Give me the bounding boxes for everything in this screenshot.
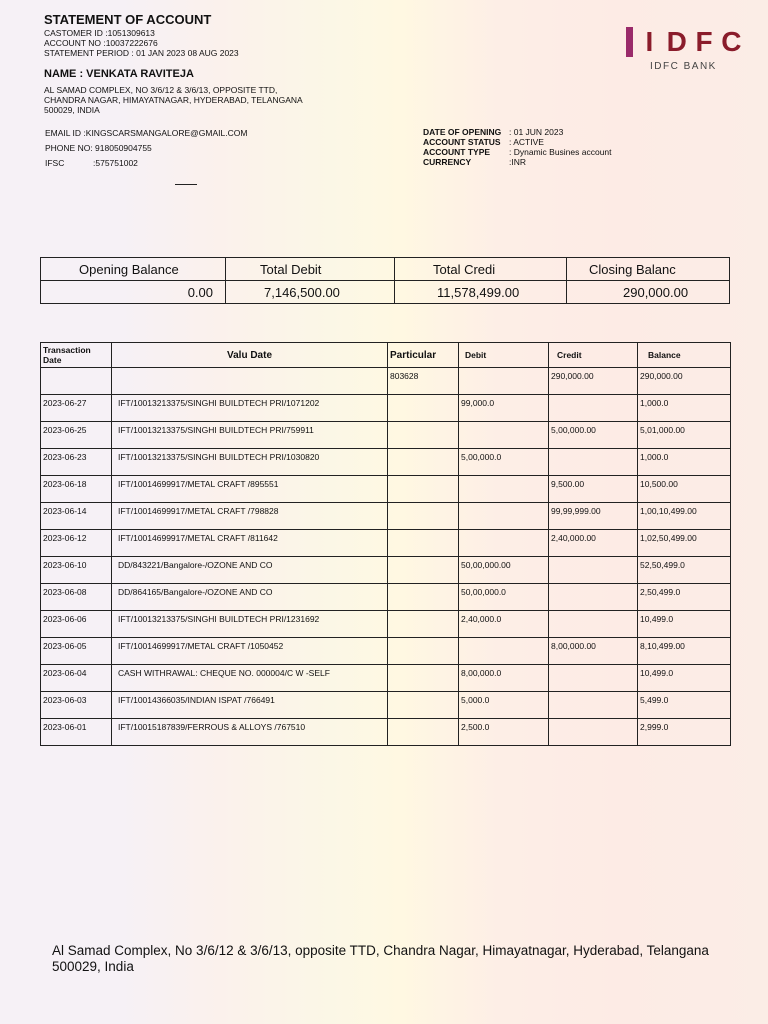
value-date-cell: IFT/10014699917/METAL CRAFT /1050452 <box>112 638 388 665</box>
value-date-cell: IFT/10014699917/METAL CRAFT /798828 <box>112 503 388 530</box>
balance-cell: 2,50,499.0 <box>638 584 731 611</box>
table-row <box>41 449 731 476</box>
debit-cell <box>459 503 549 530</box>
value-date-cell: DD/864165/Bangalore-/OZONE AND CO <box>112 584 388 611</box>
summary-header-row <box>41 258 730 281</box>
account-number: ACCOUNT NO :10037222676 <box>44 38 158 48</box>
bank-name: IDFC BANK <box>650 61 717 72</box>
total-debit-value: 7,146,500.00 <box>226 281 395 304</box>
logo-letter: C <box>721 26 742 57</box>
debit-cell <box>459 476 549 503</box>
transaction-date-cell: 2023-06-27 <box>41 395 112 422</box>
particular-cell <box>388 692 459 719</box>
debit-cell: 2,500.0 <box>459 719 549 746</box>
balance-cell: 10,499.0 <box>638 665 731 692</box>
credit-cell: 5,00,000.00 <box>549 422 638 449</box>
total-credit-header: Total Credi <box>395 258 567 281</box>
balance-header: Balance <box>638 343 731 368</box>
credit-cell: 9,500.00 <box>549 476 638 503</box>
debit-cell: 50,00,000.0 <box>459 584 549 611</box>
balance-cell: 5,499.0 <box>638 692 731 719</box>
divider <box>175 184 197 185</box>
currency-value: :INR <box>509 157 526 167</box>
table-row <box>41 557 731 584</box>
customer-id: CASTOMER ID :1051309613 <box>44 28 155 38</box>
credit-cell <box>549 719 638 746</box>
particular-cell <box>388 503 459 530</box>
opening-balance-value: 0.00 <box>41 281 226 304</box>
summary-value-row <box>41 281 730 304</box>
account-type-label: ACCOUNT TYPE <box>423 147 491 157</box>
value-date-cell <box>112 368 388 395</box>
transaction-date-cell: 2023-06-05 <box>41 638 112 665</box>
logo-bar <box>626 27 633 57</box>
account-status-value: : ACTIVE <box>509 137 544 147</box>
transaction-date-cell: 2023-06-18 <box>41 476 112 503</box>
opening-balance-header: Opening Balance <box>41 258 226 281</box>
particular-cell <box>388 395 459 422</box>
debit-cell: 50,00,000.00 <box>459 557 549 584</box>
debit-cell: 5,000.0 <box>459 692 549 719</box>
credit-cell <box>549 395 638 422</box>
credit-cell: 290,000.00 <box>549 368 638 395</box>
credit-header: Credit <box>549 343 638 368</box>
particular-cell <box>388 611 459 638</box>
ifsc-label: IFSC <box>45 158 65 168</box>
credit-cell <box>549 692 638 719</box>
total-debit-header: Total Debit <box>226 258 395 281</box>
total-credit-value: 11,578,499.00 <box>395 281 567 304</box>
statement-period: STATEMENT PERIOD : 01 JAN 2023 08 AUG 2023 <box>44 48 239 58</box>
account-type-value: : Dynamic Busines account <box>509 147 612 157</box>
debit-cell: 99,000.0 <box>459 395 549 422</box>
transaction-date-cell: 2023-06-14 <box>41 503 112 530</box>
value-date-cell: IFT/10013213375/SINGHI BUILDTECH PRI/1071202 <box>112 395 388 422</box>
credit-cell: 8,00,000.00 <box>549 638 638 665</box>
balance-cell: 1,000.0 <box>638 395 731 422</box>
value-date-header: Valu Date <box>112 343 388 368</box>
ifsc-code <box>45 158 247 173</box>
table-row <box>41 476 731 503</box>
account-details <box>423 127 612 167</box>
particular-cell <box>388 557 459 584</box>
debit-cell <box>459 422 549 449</box>
account-status-label: ACCOUNT STATUS <box>423 137 501 147</box>
table-row <box>41 584 731 611</box>
account-ids <box>44 28 239 58</box>
table-row <box>41 638 731 665</box>
transaction-date-cell: 2023-06-06 <box>41 611 112 638</box>
debit-cell <box>459 530 549 557</box>
balance-summary-table <box>40 257 730 304</box>
table-row <box>41 368 731 395</box>
value-date-cell: IFT/10015187839/FERROUS & ALLOYS /767510 <box>112 719 388 746</box>
balance-cell: 1,000.0 <box>638 449 731 476</box>
value-date-cell: CASH WITHRAWAL: CHEQUE NO. 000004/C W -SELF <box>112 665 388 692</box>
value-date-cell: IFT/10013213375/SINGHI BUILDTECH PRI/1030820 <box>112 449 388 476</box>
logo-letter: F <box>695 26 713 57</box>
balance-cell: 8,10,499.00 <box>638 638 731 665</box>
logo-letter: D <box>666 26 687 57</box>
transaction-date-cell: 2023-06-04 <box>41 665 112 692</box>
transaction-date-header: Transaction Date <box>41 343 112 368</box>
debit-cell: 5,00,000.0 <box>459 449 549 476</box>
transaction-date-cell: 2023-06-23 <box>41 449 112 476</box>
table-row <box>41 503 731 530</box>
particular-cell <box>388 638 459 665</box>
particular-cell <box>388 422 459 449</box>
credit-cell: 2,40,000.00 <box>549 530 638 557</box>
particular-cell <box>388 665 459 692</box>
table-row <box>41 611 731 638</box>
table-row <box>41 530 731 557</box>
balance-cell: 10,499.0 <box>638 611 731 638</box>
address-line: CHANDRA NAGAR, HIMAYATNAGAR, HYDERABAD, TELANGANA <box>44 95 303 105</box>
balance-cell: 52,50,499.0 <box>638 557 731 584</box>
address-line: AL SAMAD COMPLEX, NO 3/6/12 & 3/6/13, OPPOSITE TTD, <box>44 85 278 95</box>
value-date-cell: IFT/10014699917/METAL CRAFT /811642 <box>112 530 388 557</box>
transaction-date-cell <box>41 368 112 395</box>
customer-contact <box>45 128 247 173</box>
transaction-date-cell: 2023-06-01 <box>41 719 112 746</box>
balance-cell: 290,000.00 <box>638 368 731 395</box>
particular-cell <box>388 719 459 746</box>
particular-cell <box>388 476 459 503</box>
balance-cell: 1,02,50,499.00 <box>638 530 731 557</box>
value-date-cell: IFT/10013213375/SINGHI BUILDTECH PRI/1231692 <box>112 611 388 638</box>
closing-balance-value: 290,000.00 <box>567 281 730 304</box>
currency-label: CURRENCY <box>423 157 472 167</box>
balance-cell: 1,00,10,499.00 <box>638 503 731 530</box>
customer-name: NAME : VENKATA RAVITEJA <box>44 68 194 80</box>
debit-cell: 2,40,000.0 <box>459 611 549 638</box>
debit-cell <box>459 638 549 665</box>
email-id: EMAIL ID :KINGSCARSMANGALORE@GMAIL.COM <box>45 128 248 138</box>
value-date-cell: IFT/10013213375/SINGHI BUILDTECH PRI/759911 <box>112 422 388 449</box>
transaction-date-cell: 2023-06-12 <box>41 530 112 557</box>
transactions-table <box>40 342 731 746</box>
ifsc-value: :575751002 <box>93 158 138 168</box>
balance-cell: 5,01,000.00 <box>638 422 731 449</box>
idfc-logo <box>626 25 742 72</box>
transaction-date-cell: 2023-06-03 <box>41 692 112 719</box>
transaction-date-cell: 2023-06-10 <box>41 557 112 584</box>
particular-cell <box>388 530 459 557</box>
particular-header: Particular <box>388 343 459 368</box>
closing-balance-header: Closing Balanc <box>567 258 730 281</box>
balance-cell: 10,500.00 <box>638 476 731 503</box>
table-row <box>41 395 731 422</box>
opening-date-label: DATE OF OPENING <box>423 127 502 137</box>
transactions-header-row <box>41 343 731 368</box>
credit-cell <box>549 584 638 611</box>
statement-title: STATEMENT OF ACCOUNT <box>44 12 212 27</box>
opening-date-value: : 01 JUN 2023 <box>509 127 564 137</box>
credit-cell <box>549 449 638 476</box>
customer-address <box>44 85 303 115</box>
transaction-date-cell: 2023-06-25 <box>41 422 112 449</box>
phone-number: PHONE NO: 918050904755 <box>45 143 152 153</box>
logo-letter: I <box>645 26 654 57</box>
footer-address: Al Samad Complex, No 3/6/12 & 3/6/13, opposite TTD, Chandra Nagar, Himayatnagar, Hyderabad, Telangana 500029, India <box>52 943 709 974</box>
particular-cell <box>388 584 459 611</box>
debit-header: Debit <box>459 343 549 368</box>
table-row <box>41 692 731 719</box>
particular-cell: 803628 <box>388 368 459 395</box>
table-row <box>41 719 731 746</box>
table-row <box>41 422 731 449</box>
credit-cell <box>549 611 638 638</box>
value-date-cell: DD/843221/Bangalore-/OZONE AND CO <box>112 557 388 584</box>
credit-cell <box>549 665 638 692</box>
particular-cell <box>388 449 459 476</box>
table-row <box>41 665 731 692</box>
credit-cell: 99,99,999.00 <box>549 503 638 530</box>
address-line: 500029, INDIA <box>44 105 100 115</box>
balance-cell: 2,999.0 <box>638 719 731 746</box>
transaction-date-cell: 2023-06-08 <box>41 584 112 611</box>
debit-cell <box>459 368 549 395</box>
credit-cell <box>549 557 638 584</box>
value-date-cell: IFT/10014366035/INDIAN ISPAT /766491 <box>112 692 388 719</box>
value-date-cell: IFT/10014699917/METAL CRAFT /895551 <box>112 476 388 503</box>
debit-cell: 8,00,000.0 <box>459 665 549 692</box>
